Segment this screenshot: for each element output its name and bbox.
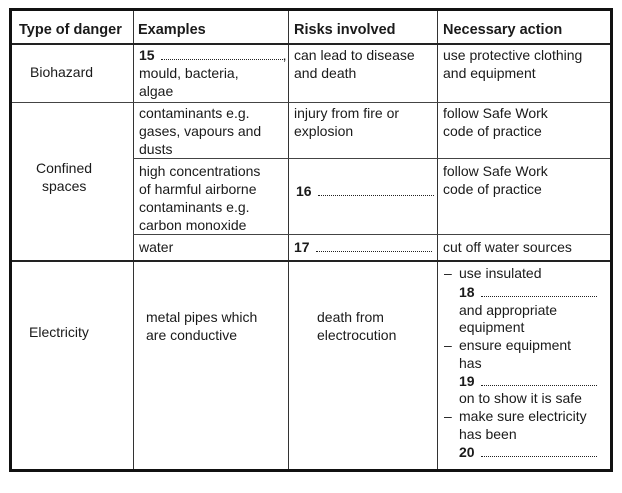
- answer-blank[interactable]: [481, 446, 597, 457]
- header-examples: Examples: [138, 22, 206, 38]
- risk-text: can lead to disease: [294, 47, 415, 63]
- header-type-of-danger: Type of danger: [19, 22, 122, 38]
- answer-blank[interactable]: [318, 185, 434, 196]
- row-divider: [12, 260, 610, 262]
- gap-17[interactable]: [294, 238, 432, 256]
- risk-text: electrocution: [317, 327, 397, 343]
- gap-18[interactable]: [459, 283, 597, 301]
- example-text: water: [139, 239, 174, 255]
- header-divider: [12, 43, 610, 45]
- action-text: has: [459, 355, 482, 371]
- action-text: use insulated: [459, 265, 542, 281]
- gap-16[interactable]: [296, 182, 434, 200]
- example-text: algae: [139, 83, 174, 99]
- risk-text: and death: [294, 65, 357, 81]
- example-text: gases, vapours and: [139, 123, 262, 139]
- column-divider: [288, 11, 289, 469]
- gap-number: 16: [296, 183, 312, 199]
- example-text: contaminants e.g.: [139, 199, 250, 215]
- action-text: make sure electricity: [459, 408, 587, 424]
- action-text: follow Safe Work: [443, 163, 548, 179]
- risk-text: injury from fire or: [294, 105, 400, 121]
- answer-blank[interactable]: [481, 375, 597, 386]
- example-text: of harmful airborne: [139, 181, 257, 197]
- answer-blank[interactable]: [316, 241, 432, 252]
- action-text: code of practice: [443, 123, 542, 139]
- gap-number: 15: [139, 47, 155, 63]
- risk-text: explosion: [294, 123, 354, 139]
- example-text: dusts: [139, 141, 173, 157]
- action-text: follow Safe Work: [443, 105, 548, 121]
- example-text: are conductive: [146, 327, 238, 343]
- danger-confined-spaces: spaces: [42, 178, 87, 194]
- gap-number: 20: [459, 444, 475, 460]
- header-risks-involved: Risks involved: [294, 22, 396, 38]
- danger-biohazard: Biohazard: [30, 64, 94, 80]
- danger-confined-spaces: Confined: [36, 160, 93, 176]
- row-divider: [12, 102, 610, 103]
- action-text: use protective clothing: [443, 47, 583, 63]
- gap-20[interactable]: [459, 443, 597, 461]
- action-text: on to show it is safe: [459, 390, 582, 406]
- action-text: and equipment: [443, 65, 536, 81]
- example-text: contaminants e.g.: [139, 105, 250, 121]
- gap-number: 18: [459, 284, 475, 300]
- example-text: mould, bacteria,: [139, 65, 239, 81]
- bullet-dash: –: [444, 265, 452, 281]
- example-text: carbon monoxide: [139, 217, 247, 233]
- action-text: and appropriate: [459, 302, 558, 318]
- gap-19[interactable]: [459, 372, 597, 390]
- gap-number: 17: [294, 239, 310, 255]
- action-text: has been: [459, 426, 517, 442]
- danger-electricity: Electricity: [29, 324, 89, 340]
- example-text: metal pipes which: [146, 309, 258, 325]
- row-divider: [133, 158, 610, 159]
- column-divider: [437, 11, 438, 469]
- answer-blank[interactable]: [481, 286, 597, 297]
- bullet-dash: –: [444, 337, 452, 353]
- gap-15[interactable]: 15 ,: [139, 47, 287, 63]
- action-text: cut off water sources: [443, 239, 572, 255]
- row-divider: [133, 234, 610, 235]
- risk-text: death from: [317, 309, 384, 325]
- bullet-dash: –: [444, 408, 452, 424]
- action-text: equipment: [459, 319, 525, 335]
- action-text: code of practice: [443, 181, 542, 197]
- action-text: ensure equipment: [459, 337, 572, 353]
- header-necessary-action: Necessary action: [443, 22, 563, 38]
- column-divider: [133, 11, 134, 469]
- example-text: high concentrations: [139, 163, 261, 179]
- answer-blank[interactable]: [161, 49, 283, 60]
- gap-number: 19: [459, 373, 475, 389]
